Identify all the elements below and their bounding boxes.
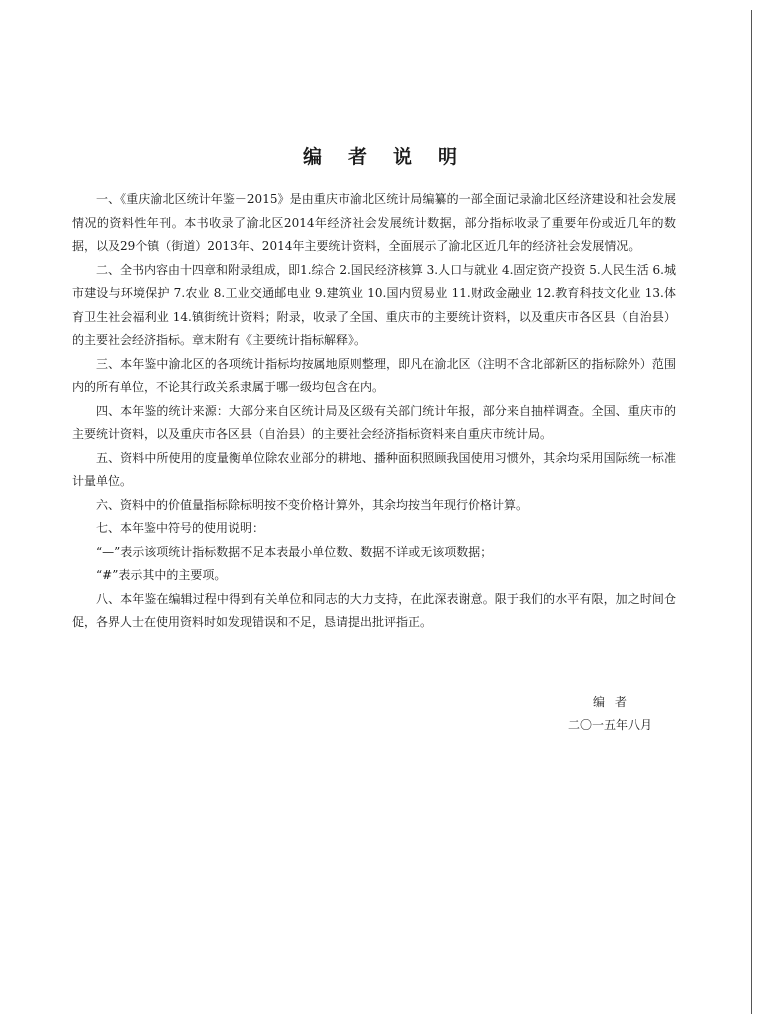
paragraph-6: 六、资料中的价值量指标除标明按不变价格计算外，其余均按当年现行价格计算。 [96,497,529,512]
symbol-note-dash: “—”表示该项统计指标数据不足本表最小单位数、数据不详或无该项数据； [96,544,493,559]
signature-author: 编者 [592,695,637,709]
paragraph-8: 八、本年鉴在编辑过程中得到有关单位和同志的大力支持，在此深表谢意。限于我们的水平有限，加之时间仓促，各界人士在使用资料时如发现错误和不足，恳请提出批评指正。 [72,591,676,629]
paragraph-3: 三、本年鉴中渝北区的各项统计指标均按属地原则整理，即凡在渝北区（注明不含北部新区的指标除外）范围内的所有单位，不论其行政关系隶属于哪一级均包含在内。 [72,356,676,394]
paragraph-1: 一、《重庆渝北区统计年鉴－2015》是由重庆市渝北区统计局编纂的一部全面记录渝北区经济建设和社会发展情况的资料性年刊。本书收录了渝北区2014年经济社会发展统计数据，部分指标收录了重要年份或近几年的数据，以及29个镇（街道）2013年、2014年主要统计资料，全面展示了渝北区近几年的经济社会发展情况。 [72,192,676,253]
symbol-note-hash: “#”表示其中的主要项。 [96,568,227,582]
paragraph-2: 二、全书内容由十四章和附录组成，即1.综合 2.国民经济核算 3.人口与就业 4.固定资产投资 5.人民生活 6.城市建设与环境保护 7.农业 8.工业交通邮电业 9.建筑业 10.国内贸易业 11.财政金融业 12.教育科技文化业 13.体育卫生社会福利业 14.镇街统计资料；附录，收录了全国、重庆市的主要统计资料，以及重庆市各区县（自治县）的主要社会经济指标。章末附有《主要统计指标解释》。 [72,262,676,347]
body-text [72,188,676,635]
page-title: 编者说明 [302,146,483,168]
paragraph-7: 七、本年鉴中符号的使用说明： [96,521,265,535]
signature-date: 二〇一五年八月 [567,718,652,732]
paragraph-4: 四、本年鉴的统计来源：大部分来自区统计局及区级有关部门统计年报，部分来自抽样调查。全国、重庆市的主要统计资料，以及重庆市各区县（自治县）的主要社会经济指标资料来自重庆市统计局。 [72,403,676,441]
paragraph-5: 五、资料中所使用的度量衡单位除农业部分的耕地、播种面积照顾我国使用习惯外，其余均采用国际统一标准计量单位。 [72,450,676,488]
